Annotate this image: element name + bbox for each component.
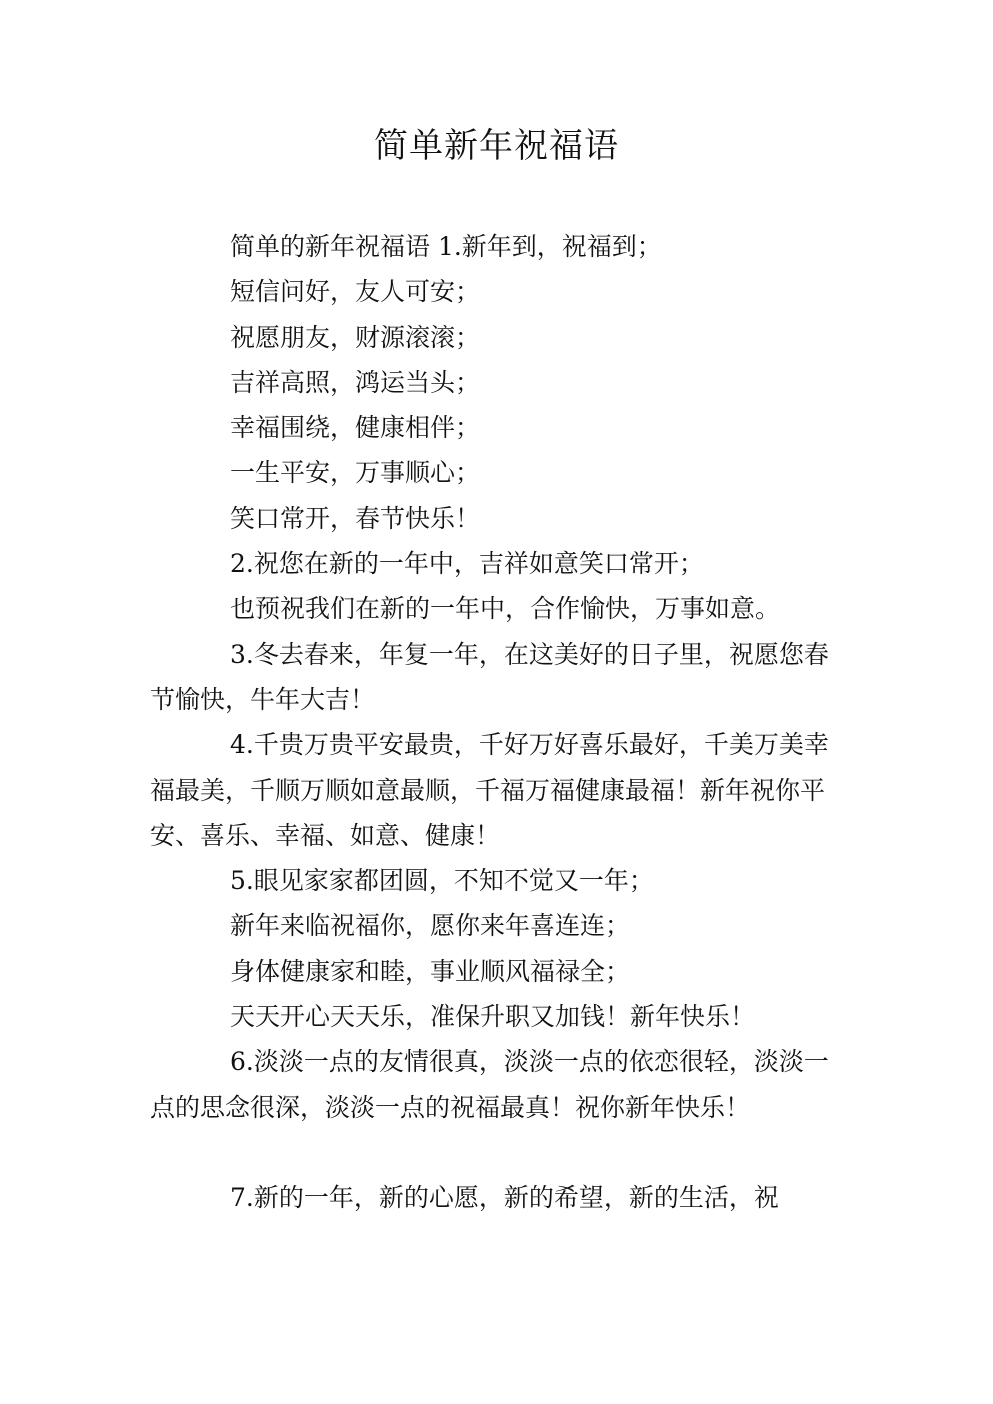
paragraph: 6.淡淡一点的友情很真，淡淡一点的依恋很轻，淡淡一点的思念很深，淡淡一点的祝福最真！祝你新年快乐！ [150, 1047, 829, 1122]
paragraph: 也预祝我们在新的一年中，合作愉快，万事如意。 [230, 594, 781, 624]
paragraph: 3.冬去春来，年复一年，在这美好的日子里，祝愿您春节愉快，牛年大吉！ [150, 639, 829, 714]
paragraph: 5.眼见家家都团圆，不知不觉又一年； [230, 866, 654, 896]
paragraph: 2.祝您在新的一年中，吉祥如意笑口常开； [230, 549, 704, 579]
paragraph: 短信问好，友人可安； [230, 277, 481, 307]
paragraph: 祝愿朋友，财源滚滚； [230, 322, 481, 352]
paragraph: 吉祥高照，鸿运当头； [230, 367, 481, 397]
paragraph: 4.千贵万贵平安最贵，千好万好喜乐最好，千美万美幸福最美，千顺万顺如意最顺，千福万福健康最福！新年祝你平安、喜乐、幸福、如意、健康！ [150, 730, 829, 850]
paragraph: 笑口常开，春节快乐！ [230, 503, 481, 533]
document-title: 简单新年祝福语 [374, 126, 619, 166]
paragraph: 新年来临祝福你，愿你来年喜连连； [230, 911, 631, 941]
paragraph: 一生平安，万事顺心； [230, 458, 481, 488]
paragraph: 7.新的一年，新的心愿，新的希望，新的生活，祝 [230, 1183, 779, 1213]
paragraph: 天天开心天天乐，准保升职又加钱！新年快乐！ [230, 1002, 756, 1032]
paragraph: 幸福围绕，健康相伴； [230, 413, 481, 443]
paragraph: 身体健康家和睦，事业顺风福禄全； [230, 956, 631, 986]
paragraph: 简单的新年祝福语 1.新年到，祝福到； [230, 232, 662, 261]
document-body [150, 224, 840, 1221]
